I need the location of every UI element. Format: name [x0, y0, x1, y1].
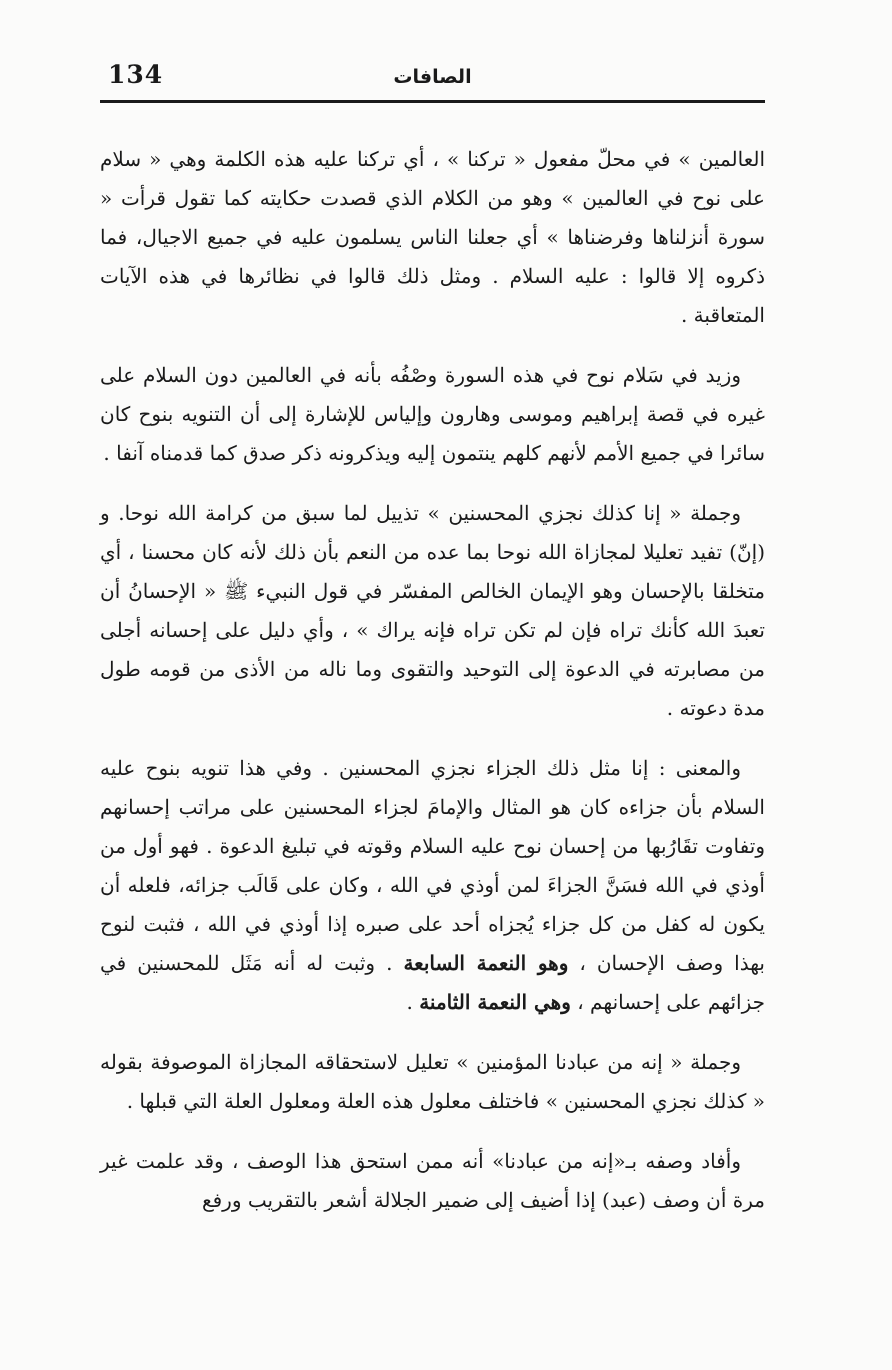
paragraph-4 — [100, 749, 765, 1022]
paragraph-6: وأفاد وصفه بـ«إنه من عبادنا» أنه ممن استحق هذا الوصف ، وقد علمت غير مرة أن وصف (عبد) إذا أضيف إلى ضمير الجلالة أشعر بالتقريب ورفع — [100, 1149, 765, 1212]
page-number: 134 — [108, 60, 164, 89]
paragraph-4-text-middle: . وثبت له أنه مَثَل للمحسنين في جزائهم على إحسانهم ، — [100, 951, 765, 1014]
eighth-blessing-bold: وهي النعمة الثامنة — [419, 990, 571, 1014]
page-header — [100, 56, 765, 103]
paragraph-3: وجملة « إنا كذلك نجزي المحسنين » تذييل لما سبق من كرامة الله نوحا. و (إنّ) تفيد تعليلا لمجازاة الله نوحا بما عده من النعم بأن ذلك لأنه كان محسنا ، أي متخلقا بالإحسان وهو الإيمان الخالص المفسّر في قول النبيء ﷺ « الإحسانُ أن تعبدَ الله كأنك تراه فإن لم تكن تراه فإنه يراك » ، وأي دليل على إحسانه أجلى من مصابرته في الدعوة إلى التوحيد والتقوى وما ناله من الأذى من قومه طول مدة دعوته . — [100, 501, 765, 720]
running-title: الصافات — [393, 66, 472, 88]
paragraph-4-text-start: والمعنى : إنا مثل ذلك الجزاء نجزي المحسنين . وفي هذا تنويه بنوح عليه السلام بأن جزاءه كان هو المثال والإمامَ لجزاء المحسنين على مراتب إحسانهم وتفاوت تقَارُبها من إحسان نوح عليه السلام وقوته في تبليغ الدعوة . فهو أول من أوذي في الله فسَنَّ الجزاءَ لمن أوذي في الله ، وكان على قَالَب جزائه، فلعله أن يكون له كفل من كل جزاء يُجزاه أحد على صبره إذا أوذي في الله ، فثبت لنوح بهذا وصف الإحسان ، — [100, 756, 766, 975]
page-body — [100, 140, 765, 1220]
paragraph-2: وزيد في سَلام نوح في هذه السورة وصْفُه بأنه في العالمين دون السلام على غيره في قصة إبراهيم وموسى وهارون وإلياس للإشارة إلى أن التنويه بنوح كان سائرا في جميع الأمم لأنهم كلهم ينتمون إليه ويذكرونه ذكر صدق كما قدمناه آنفا . — [100, 363, 765, 465]
seventh-blessing-bold: وهو النعمة السابعة — [403, 951, 569, 975]
paragraph-4-text-end: . — [406, 990, 420, 1014]
paragraph-5: وجملة « إنه من عبادنا المؤمنين » تعليل لاستحقاقه المجازاة الموصوفة بقوله « كذلك نجزي المحسنين » فاختلف معلول هذه العلة ومعلول العلة التي قبلها . — [100, 1050, 765, 1113]
paragraph-1: العالمين » في محلّ مفعول « تركنا » ، أي تركنا عليه هذه الكلمة وهي « سلام على نوح في العالمين » وهو من الكلام الذي قصدت حكايته كما تقول قرأت « سورة أنزلناها وفرضناها » أي جعلنا الناس يسلمون عليه في جميع الاجيال، فما ذكروه إلا قالوا : عليه السلام . ومثل ذلك قالوا في نظائرها في هذه الآيات المتعاقبة . — [100, 147, 765, 327]
